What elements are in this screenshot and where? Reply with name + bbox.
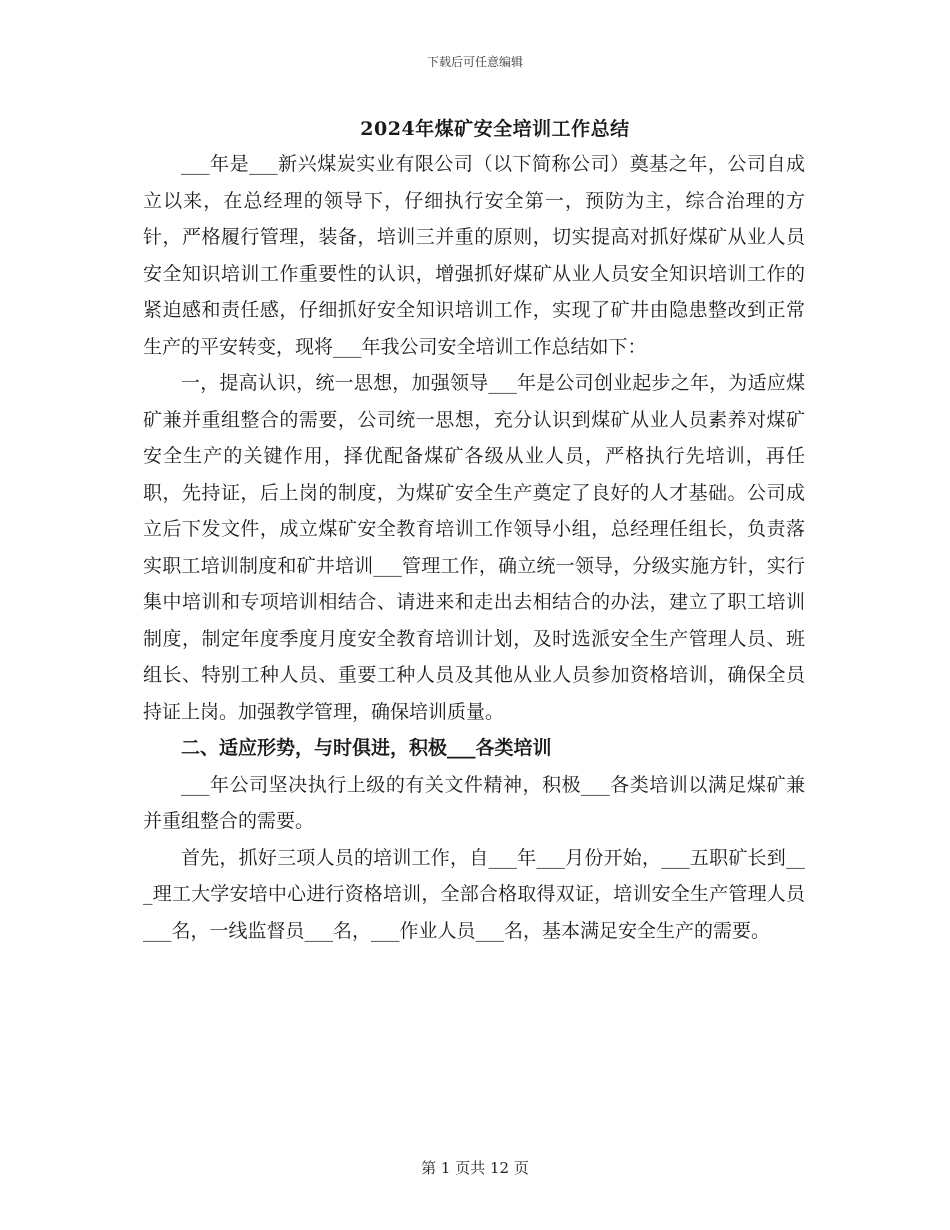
header-note: 下载后可任意编辑 [426, 55, 523, 69]
document-body [143, 146, 805, 949]
paragraph-section-two: ___年公司坚决执行上级的有关文件精神，积极___各类培训以满足煤矿兼并重组整合的需要。 [143, 773, 805, 832]
paragraph-section-one: 一，提高认识，统一思想，加强领导___年是公司创业起步之年，为适应煤矿兼并重组整合的需要，公司统一思想，充分认识到煤矿从业人员素养对煤矿安全生产的关键作用，择优配备煤矿各级从业人员，严格执行先培训，再任职，先持证，后上岗的制度，为煤矿安全生产奠定了良好的人才基础。公司成立后下发文件，成立煤矿安全教育培训工作领导小组，总经理任组长，负责落实职工培训制度和矿井培训___管理工作，确立统一领导，分级实施方针，实行集中培训和专项培训相结合、请进来和走出去相结合的办法，建立了职工培训制度，制定年度季度月度安全教育培训计划，及时选派安全生产管理人员、班组长、特别工种人员、重要工种人员及其他从业人员参加资格培训，确保全员持证上岗。加强教学管理，确保培训质量。 [143, 372, 805, 723]
document-title: 2024年煤矿安全培训工作总结 [360, 118, 630, 140]
paragraph-intro: ___年是___新兴煤炭实业有限公司（以下简称公司）奠基之年，公司自成立以来，在总经理的领导下，仔细执行安全第一，预防为主，综合治理的方针，严格履行管理，装备，培训三并重的原则，切实提高对抓好煤矿从业人员安全知识培训工作重要性的认识，增强抓好煤矿从业人员安全知识培训工作的紧迫感和责任感，仔细抓好安全知识培训工作，实现了矿井由隐患整改到正常生产的平安转变，现将___年我公司安全培训工作总结如下： [143, 153, 805, 358]
paragraph-first-item: 首先，抓好三项人员的培训工作，自___年___月份开始，___五职矿长到___理工大学安培中心进行资格培训，全部合格取得双证，培训安全生产管理人员___名，一线监督员___名，___作业人员___名，基本满足安全生产的需要。 [143, 846, 805, 942]
section-two-heading: 二、适应形势，与时俱进，积极___各类培训 [181, 737, 552, 759]
page-number: 第 1 页共 12 页 [421, 1159, 529, 1177]
